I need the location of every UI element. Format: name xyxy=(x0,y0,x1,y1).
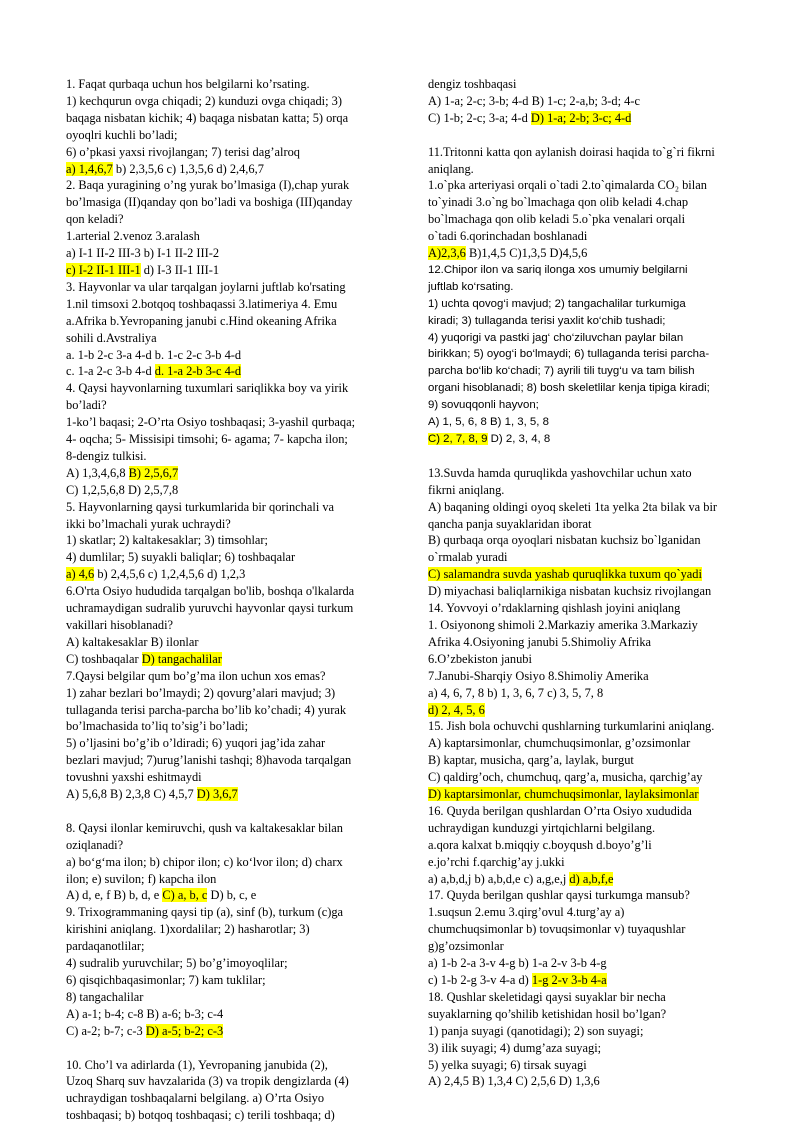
text-line xyxy=(66,685,396,702)
highlighted-answer: D) kaptarsimonlar, chumchuqsimonlar, laylaksimonlar xyxy=(428,787,699,802)
text-line xyxy=(428,617,748,634)
text-line xyxy=(66,279,396,296)
text-segment: C) toshbaqalar xyxy=(66,651,142,666)
text-line xyxy=(428,854,748,871)
text-line xyxy=(66,144,396,161)
text-segment: kiradi; 3) tullaganda terisi yaxlit ko‘chib tushadi; xyxy=(428,314,666,327)
text-segment: 6) qisqichbaqasimonlar; 7) kam tuklilar; xyxy=(66,973,266,988)
text-line xyxy=(66,887,396,904)
text-line xyxy=(66,854,396,871)
text-line xyxy=(428,296,748,313)
text-line xyxy=(428,989,748,1006)
text-segment: bo’lmasiga (II)qanday qon bo’ladi va boshiga (III)qanday xyxy=(66,195,353,210)
text-line xyxy=(66,330,396,347)
text-line xyxy=(428,634,748,651)
text-line xyxy=(66,904,396,921)
text-line xyxy=(66,820,396,837)
text-segment: a) 1-b 2-a 3-v 4-g b) 1-a 2-v 3-b 4-g xyxy=(428,956,607,971)
text-line xyxy=(66,702,396,719)
text-segment: 1.arterial 2.venoz 3.aralash xyxy=(66,229,200,244)
text-segment: C) a-2; b-7; c-3 xyxy=(66,1023,146,1038)
text-segment: c) 1-b 2-g 3-v 4-a d) xyxy=(428,973,532,987)
text-line xyxy=(66,482,396,499)
text-segment: 9) sovuqqonli hayvon; xyxy=(428,399,539,412)
text-line xyxy=(66,313,396,330)
text-segment: D) 2, 3, 4, 8 xyxy=(487,433,551,446)
text-segment: 1.nil timsoxi 2.botqoq toshbaqassi 3.latimeriya 4. Emu xyxy=(66,296,338,311)
text-line xyxy=(428,431,748,448)
text-segment: 3. Hayvonlar va ular tarqalgan joylarni juftlab ko'rsating xyxy=(66,279,346,294)
text-line xyxy=(66,583,396,600)
text-segment: 3) ilik suyagi; 4) dumg’aza suyagi; xyxy=(428,1040,602,1055)
text-line xyxy=(66,414,396,431)
text-segment: A) baqaning oldingi oyoq skeleti 1ta yelka 2ta bilak va bir xyxy=(428,499,718,514)
text-line xyxy=(428,955,748,972)
text-segment: o`tadi 6.qorinchadan boshlanadi xyxy=(428,229,588,244)
text-line xyxy=(428,651,748,668)
text-line xyxy=(66,1057,396,1074)
text-segment: vakillari hisoblanadi? xyxy=(66,618,174,632)
text-line xyxy=(66,177,396,194)
text-line xyxy=(66,1073,396,1090)
text-line xyxy=(428,380,748,397)
text-segment: 1) kechqurun ovga chiqadi; 2) kunduzi ovga chiqadi; 3) xyxy=(66,93,342,108)
text-segment: bo’ladi? xyxy=(66,398,107,413)
text-line xyxy=(428,279,748,296)
highlighted-answer: A)2,3,6 xyxy=(428,246,466,261)
text-line xyxy=(66,837,396,854)
text-line xyxy=(66,786,396,803)
text-segment: a. 1-b 2-c 3-a 4-d b. 1-c 2-c 3-b 4-d xyxy=(66,347,242,362)
text-segment: A) 1-a; 2-c; 3-b; 4-d B) 1-c; 2-a,b; 3-d; 4-c xyxy=(428,93,640,108)
text-segment: 4) yuqorigi va pastki jag‘ cho‘ziluvchan paylar bilan xyxy=(428,331,684,344)
text-segment: qancha panja suyaklaridan iborat xyxy=(428,516,592,531)
text-line xyxy=(66,972,396,989)
text-segment: A) 5,6,8 B) 2,3,8 C) 4,5,7 xyxy=(66,787,197,802)
text-line xyxy=(66,871,396,888)
text-segment: c. 1-a 2-c 3-b 4-d xyxy=(66,364,155,379)
text-line xyxy=(428,194,748,211)
text-line xyxy=(428,549,748,566)
text-line xyxy=(428,566,748,583)
text-segment: 5) yelka suyagi; 6) tirsak suyagi xyxy=(428,1057,587,1072)
text-segment: Afrika 4.Osiyoning janubi 5.Shimoliy Afrika xyxy=(428,634,652,649)
blank-line xyxy=(66,803,396,820)
text-line xyxy=(428,414,748,431)
text-segment: B) qurbaqa orqa oyoqlari nisbatan kuchsiz bo`lganidan xyxy=(428,533,701,548)
text-line xyxy=(428,1023,748,1040)
text-line xyxy=(428,769,748,786)
text-line xyxy=(66,566,396,583)
text-segment: D) b, c, e xyxy=(207,888,257,903)
text-line xyxy=(66,938,396,955)
text-segment: dengiz toshbaqasi xyxy=(428,77,517,91)
text-segment: B) kaptar, musicha, qarg’a, laylak, burgut xyxy=(428,753,634,768)
text-line xyxy=(428,363,748,380)
text-line xyxy=(428,397,748,414)
text-segment: b) 2,4,5,6 c) 1,2,4,5,6 d) 1,2,3 xyxy=(94,567,246,582)
text-line xyxy=(428,803,748,820)
highlighted-answer: D) 3,6,7 xyxy=(196,787,238,802)
text-line xyxy=(66,1090,396,1107)
text-line xyxy=(428,465,748,482)
text-line xyxy=(66,296,396,313)
text-line xyxy=(66,245,396,262)
text-segment: 1-ko’l baqasi; 2-O’rta Osiyo toshbaqasi; 3-yashil qurbaqa; xyxy=(66,415,356,430)
text-line xyxy=(428,76,748,93)
text-segment: 17. Quyda berilgan qushlar qaysi turkumga mansub? xyxy=(428,888,690,903)
text-line xyxy=(428,245,748,262)
text-line xyxy=(66,76,396,93)
text-line xyxy=(428,702,748,719)
text-segment: uchramaydigan sudralib yuruvchi hayvonlar qaysi turkum xyxy=(66,601,354,616)
text-segment: 4) dumlilar; 5) suyakli baliqlar; 6) toshbaqalar xyxy=(66,550,296,565)
text-line xyxy=(428,144,748,161)
text-segment: a) I-1 II-2 III-3 b) I-1 II-2 III-2 xyxy=(66,246,220,261)
text-line xyxy=(66,211,396,228)
text-segment: 14. Yovvoyi o’rdaklarning qishlash joyini aniqlang xyxy=(428,601,681,616)
text-segment: 1) skatlar; 2) kaltakesaklar; 3) timsohlar; xyxy=(66,533,268,548)
text-segment: kirishini aniqlang. 1)xordalilar; 2) hasharotlar; 3) xyxy=(66,922,310,937)
text-line xyxy=(428,1073,748,1090)
text-line xyxy=(66,634,396,651)
text-segment: 1) zahar bezlari bo’lmaydi; 2) qovurg’alari mavjud; 3) xyxy=(66,685,336,700)
text-segment: A) d, e, f B) b, d, e xyxy=(66,888,163,903)
text-segment: sohili d.Avstraliya xyxy=(66,330,157,345)
text-segment: a) bo‘g‘ma ilon; b) chipor ilon; c) ko‘lvor ilon; d) charx xyxy=(66,854,343,869)
text-segment: 6.O’zbekiston janubi xyxy=(428,651,532,666)
text-line xyxy=(66,431,396,448)
highlighted-answer: B) 2,5,6,7 xyxy=(128,465,179,480)
text-segment: 15. Jish bola ochuvchi qushlarning turkumlarini aniqlang. xyxy=(428,719,715,734)
text-line xyxy=(428,871,748,888)
text-line xyxy=(428,93,748,110)
text-line xyxy=(428,600,748,617)
text-segment: Uzoq Sharq suv havzalarida (3) va tropik dengizlarda (4) xyxy=(66,1074,349,1089)
text-line xyxy=(66,363,396,380)
text-segment: fikrni aniqlang. xyxy=(428,482,505,497)
blank-line xyxy=(428,448,748,465)
text-line xyxy=(66,532,396,549)
text-line xyxy=(428,330,748,347)
text-segment: A) a-1; b-4; c-8 B) a-6; b-3; c-4 xyxy=(66,1006,224,1021)
text-segment: A) kaltakesaklar B) ilonlar xyxy=(66,634,199,649)
text-line xyxy=(428,161,748,178)
text-segment: 13.Suvda hamda quruqlikda yashovchilar uchun xato xyxy=(428,465,692,480)
text-line xyxy=(428,110,748,127)
text-segment: to`yinadi 3.o`ng bo`lmachaga qon olib keladi 4.chap xyxy=(428,195,689,210)
highlighted-answer: D) 1-a; 2-b; 3-c; 4-d xyxy=(530,110,632,125)
text-segment: a) 4, 6, 7, 8 b) 1, 3, 6, 7 c) 3, 5, 7, 8 xyxy=(428,685,604,700)
text-segment: 11.Tritonni katta qon aylanish doirasi haqida to`g`ri fikrni xyxy=(428,144,715,159)
right-column xyxy=(428,76,748,1090)
text-segment: 4- oqcha; 5- Missisipi timsohi; 6- agama; 7- kapcha ilon; xyxy=(66,432,348,447)
text-segment: D) miyachasi baliqlarnikiga nisbatan kuchsiz rivojlangan xyxy=(428,584,712,599)
text-segment: C) qaldirg’och, chumchuq, qarg’a, musicha, qarchig’ay xyxy=(428,770,703,785)
text-segment: uchraydigan toshbaqalarni belgilang. a) O’rta Osiyo xyxy=(66,1091,325,1106)
text-line xyxy=(428,262,748,279)
text-line xyxy=(66,769,396,786)
text-segment: tullaganda terisi parcha-parcha bo’lib ko’chadi; 4) yurak xyxy=(66,702,347,717)
text-segment: oziqlanadi? xyxy=(66,837,124,852)
text-segment: tovushni yaxshi eshitmaydi xyxy=(66,770,202,785)
text-segment: A) kaptarsimonlar, chumchuqsimonlar, g’ozsimonlar xyxy=(428,736,691,751)
text-line xyxy=(428,1006,748,1023)
text-segment: bo`lmachaga qon olib keladi 5.o`pka venalari orqali xyxy=(428,212,686,227)
text-segment: oyoqlri kuchli bo’ladi; xyxy=(66,127,178,142)
text-line xyxy=(428,786,748,803)
text-segment: juftlab ko‘rsating. xyxy=(428,280,514,293)
text-line xyxy=(66,549,396,566)
text-segment: 5) o’ljasini bo’g’ib o’ldiradi; 6) yuqori jag’ida zahar xyxy=(66,736,326,751)
text-line xyxy=(66,735,396,752)
text-segment: 12.Chipor ilon va sariq ilonga xos umumiy belgilarni xyxy=(428,263,688,276)
text-segment: C) 1-b; 2-c; 3-a; 4-d xyxy=(428,110,531,125)
text-line xyxy=(428,735,748,752)
text-segment: 1.o`pka arteriyasi orqali o`tadi 2.to`qimalarda CO₂ bilan xyxy=(428,178,707,193)
text-segment: e.jo’rchi f.qarchig’ay j.ukki xyxy=(428,854,565,869)
text-segment: g)g’ozsimonlar xyxy=(428,939,504,954)
text-line xyxy=(66,161,396,178)
text-line xyxy=(66,397,396,414)
text-line xyxy=(428,482,748,499)
highlighted-answer: 1-g 2-v 3-b 4-a xyxy=(531,973,607,987)
text-segment: 7.Qaysi belgilar qum bo’g’ma ilon uchun xos emas? xyxy=(66,668,326,683)
text-line xyxy=(428,820,748,837)
text-segment: 8-dengiz tulkisi. xyxy=(66,448,147,463)
text-line xyxy=(66,110,396,127)
text-line xyxy=(66,499,396,516)
text-line xyxy=(66,228,396,245)
blank-line xyxy=(66,1040,396,1057)
text-segment: o`rmalab yuradi xyxy=(428,550,508,565)
text-line xyxy=(428,887,748,904)
text-line xyxy=(428,583,748,600)
text-line xyxy=(66,516,396,533)
text-line xyxy=(66,600,396,617)
text-line xyxy=(428,211,748,228)
text-line xyxy=(428,685,748,702)
text-line xyxy=(66,752,396,769)
text-line xyxy=(66,347,396,364)
text-segment: 4) sudralib yuruvchilar; 5) bo’g’imoyoqlilar; xyxy=(66,956,288,971)
text-segment: 1. Faqat qurbaqa uchun hos belgilarni ko’rsating. xyxy=(66,77,310,91)
text-segment: 1.suqsun 2.emu 3.qirg’ovul 4.turg’ay a) xyxy=(428,905,625,920)
text-segment: A) 1,3,4,6,8 xyxy=(66,465,129,480)
text-segment: birikkan; 5) oyog‘i bo‘lmaydi; 6) tullaganda terisi parcha- xyxy=(428,348,710,361)
text-line xyxy=(428,499,748,516)
text-segment: aniqlang. xyxy=(428,161,474,176)
text-segment: 6.O'rta Osiyo hududida tarqalgan bo'lib, boshqa o'lkalarda xyxy=(66,584,355,599)
text-segment: C) 1,2,5,6,8 D) 2,5,7,8 xyxy=(66,482,179,497)
highlighted-answer: c) I-2 II-1 III-1 xyxy=(66,262,141,277)
highlighted-answer: C) salamandra suvda yashab quruqlikka tuxum qo`yadi xyxy=(428,567,702,582)
text-segment: ikki bo’lmachali yurak uchraydi? xyxy=(66,516,231,531)
text-segment: ilon; e) suvilon; f) kapcha ilon xyxy=(66,871,217,886)
text-line xyxy=(66,668,396,685)
text-segment: A) 1, 5, 6, 8 B) 1, 3, 5, 8 xyxy=(428,416,549,429)
text-line xyxy=(66,989,396,1006)
text-line xyxy=(428,752,748,769)
highlighted-answer: d) 2, 4, 5, 6 xyxy=(428,702,485,717)
text-segment: b) 2,3,5,6 c) 1,3,5,6 d) 2,4,6,7 xyxy=(112,161,264,176)
highlighted-answer: D) tangachalilar xyxy=(141,651,222,666)
text-line xyxy=(428,532,748,549)
text-line xyxy=(66,93,396,110)
text-segment: B)1,4,5 C)1,3,5 D)4,5,6 xyxy=(465,246,588,261)
blank-line xyxy=(428,127,748,144)
text-line xyxy=(428,313,748,330)
text-line xyxy=(428,228,748,245)
text-segment: a.Afrika b.Yevropaning janubi c.Hind okeaning Afrika xyxy=(66,313,337,328)
text-line xyxy=(66,194,396,211)
text-line xyxy=(428,921,748,938)
text-line xyxy=(66,1107,396,1124)
text-segment: 4. Qaysi hayvonlarning tuxumlari sariqlikka boy va yirik xyxy=(66,381,349,396)
highlighted-answer: C) 2, 7, 8, 9 xyxy=(428,433,488,446)
text-line xyxy=(428,516,748,533)
text-line xyxy=(428,938,748,955)
text-segment: A) 2,4,5 B) 1,3,4 C) 2,5,6 D) 1,3,6 xyxy=(428,1074,600,1089)
text-segment: pardaqanotlilar; xyxy=(66,939,145,954)
text-segment: a.qora kalxat b.miqqiy c.boyqush d.boyo’g’li xyxy=(428,837,652,852)
text-segment: 1) panja suyagi (qanotidagi); 2) son suyagi; xyxy=(428,1023,644,1038)
text-segment: 6) o’pkasi yaxsi rivojlangan; 7) terisi dag’alroq xyxy=(66,144,300,159)
text-line xyxy=(66,127,396,144)
text-segment: organi hisoblanadi; 8) bosh skeletlilar kenja tipiga kiradi; xyxy=(428,382,710,395)
text-line xyxy=(66,617,396,634)
highlighted-answer: a) 4,6 xyxy=(66,567,95,582)
text-segment: 5. Hayvonlarning qaysi turkumlarida bir qorinchali va xyxy=(66,499,335,514)
text-segment: bo’lmachasida to’liq to’sig’i bo’ladi; xyxy=(66,719,249,734)
text-line xyxy=(428,972,748,989)
text-line xyxy=(66,380,396,397)
highlighted-answer: d) a,b,f,e xyxy=(569,871,614,886)
highlighted-answer: a) 1,4,6,7 xyxy=(66,161,113,176)
text-line xyxy=(66,651,396,668)
text-line xyxy=(66,955,396,972)
text-line xyxy=(428,346,748,363)
text-segment: toshbaqasi; b) botqoq toshbaqasi; c) terili toshbaqa; d) xyxy=(66,1108,335,1123)
text-segment: uchraydigan kunduzgi yirtqichlarni belgilang. xyxy=(428,820,656,835)
highlighted-answer: d. 1-a 2-b 3-c 4-d xyxy=(154,364,242,379)
text-segment: 2. Baqa yuragining o’ng yurak bo’lmasiga (I),chap yurak xyxy=(66,178,350,193)
left-column xyxy=(66,76,396,1124)
text-segment: chumchuqsimonlar b) tovuqsimonlar v) tuyaqushlar xyxy=(428,922,686,937)
highlighted-answer: C) a, b, c xyxy=(162,888,208,903)
text-segment: 8. Qaysi ilonlar kemiruvchi, qush va kaltakesaklar bilan xyxy=(66,820,343,835)
text-line xyxy=(66,1023,396,1040)
text-segment: 1. Osiyonong shimoli 2.Markaziy amerika 3.Markaziy xyxy=(428,617,698,632)
text-line xyxy=(428,1040,748,1057)
text-line xyxy=(428,1057,748,1074)
text-segment: 8) tangachalilar xyxy=(66,989,144,1004)
text-segment: 10. Cho’l va adirlarda (1), Yevropaning janubida (2), xyxy=(66,1057,328,1072)
text-line xyxy=(428,904,748,921)
text-line xyxy=(66,465,396,482)
text-segment: 7.Janubi-Sharqiy Osiyo 8.Shimoliy Amerika xyxy=(428,668,649,683)
text-line xyxy=(66,448,396,465)
text-line xyxy=(66,262,396,279)
text-segment: parcha bo‘lib ko‘chadi; 7) ayrili tili tuyg‘u va tam bilish xyxy=(428,365,695,378)
highlighted-answer: D) a-5; b-2; c-3 xyxy=(145,1023,224,1038)
text-segment: 16. Quyda berilgan qushlardan O’rta Osiyo xududida xyxy=(428,803,692,818)
text-line xyxy=(428,718,748,735)
text-segment: qon keladi? xyxy=(66,212,124,227)
text-line xyxy=(428,668,748,685)
text-line xyxy=(428,177,748,194)
text-line xyxy=(428,837,748,854)
text-line xyxy=(66,921,396,938)
text-segment: 9. Trixogrammaning qaysi tip (a), sinf (b), turkum (c)ga xyxy=(66,905,344,920)
text-line xyxy=(66,1006,396,1023)
text-segment: bezlari mavjud; 7)urug’lanishi tashqi; 8)havoda tarqalgan xyxy=(66,753,352,768)
text-segment: d) I-3 II-1 III-1 xyxy=(140,262,220,277)
text-segment: suyaklarning qo’shilib ketishidan hosil bo’lgan? xyxy=(428,1006,667,1021)
text-line xyxy=(66,718,396,735)
text-segment: 18. Qushlar skeletidagi qaysi suyaklar bir necha xyxy=(428,989,666,1004)
text-segment: 1) uchta qovog‘i mavjud; 2) tangachalilar turkumiga xyxy=(428,297,686,310)
text-segment: a) a,b,d,j b) a,b,d,e c) a,g,e,j xyxy=(428,871,570,886)
text-segment: baqaga nisbatan kichik; 4) baqaga nisbatan katta; 5) orqa xyxy=(66,110,349,125)
